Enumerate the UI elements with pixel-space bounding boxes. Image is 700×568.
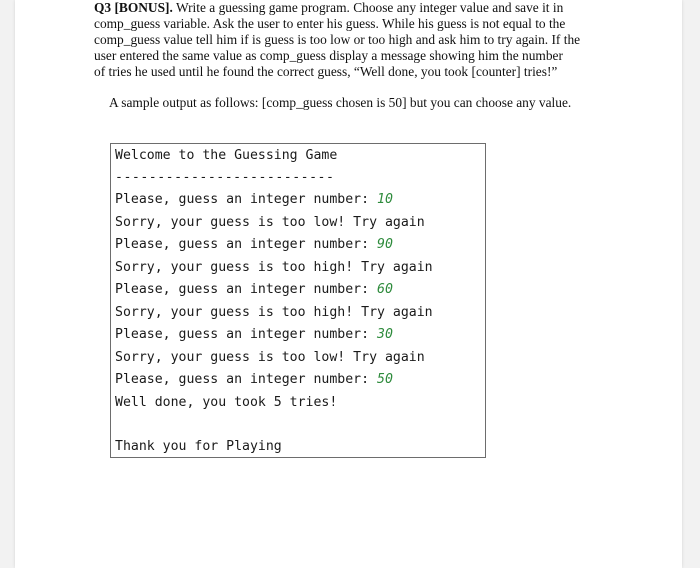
console-welcome: Welcome to the Guessing Game [115, 148, 338, 163]
console-goodbye: Thank you for Playing [115, 439, 282, 454]
question-line-4: user entered the same value as comp_guess display a message showing him the number [94, 48, 563, 63]
console-prompt-line [115, 372, 393, 388]
console-prompt-line [115, 327, 393, 343]
console-prompt: Please, guess an integer number: [115, 282, 378, 297]
question-line-2: comp_guess variable. Ask the user to enter his guess. While his guess is not equal to the [94, 16, 566, 31]
console-too-low: Sorry, your guess is too low! Try again [115, 215, 425, 230]
question-line-5: of tries he used until he found the correct guess, “Well done, you took [counter] tries!” [94, 64, 558, 79]
console-too-low: Sorry, your guess is too low! Try again [115, 350, 425, 365]
console-prompt-line [115, 192, 393, 208]
sample-console-output [110, 143, 486, 458]
console-too-high: Sorry, your guess is too high! Try again [115, 305, 433, 320]
console-guess: 60 [377, 282, 393, 297]
question-line-1-text: Write a guessing game program. Choose any integer value and save it in [175, 0, 564, 15]
console-too-high: Sorry, your guess is too high! Try again [115, 260, 433, 275]
console-prompt: Please, guess an integer number: [115, 327, 378, 342]
console-prompt: Please, guess an integer number: [115, 237, 378, 252]
console-guess: 90 [377, 237, 393, 252]
sample-output-note: A sample output as follows: [comp_guess chosen is 50] but you can choose any value. [109, 95, 572, 110]
console-guess: 10 [377, 192, 393, 207]
console-guess: 50 [377, 372, 393, 387]
question-line-3: comp_guess value tell him if is guess is too low or too high and ask him to try again. If the [94, 32, 581, 47]
console-prompt-line [115, 282, 393, 298]
console-prompt: Please, guess an integer number: [115, 372, 378, 387]
console-prompt: Please, guess an integer number: [115, 192, 378, 207]
question-text [94, 0, 624, 80]
console-success: Well done, you took 5 tries! [115, 395, 338, 410]
question-heading: Q3 [BONUS]. [94, 0, 173, 15]
console-separator: -------------------------- [115, 170, 335, 185]
question-line-1 [94, 0, 624, 16]
document-page [15, 0, 682, 568]
console-guess: 30 [377, 327, 393, 342]
console-prompt-line [115, 237, 393, 253]
